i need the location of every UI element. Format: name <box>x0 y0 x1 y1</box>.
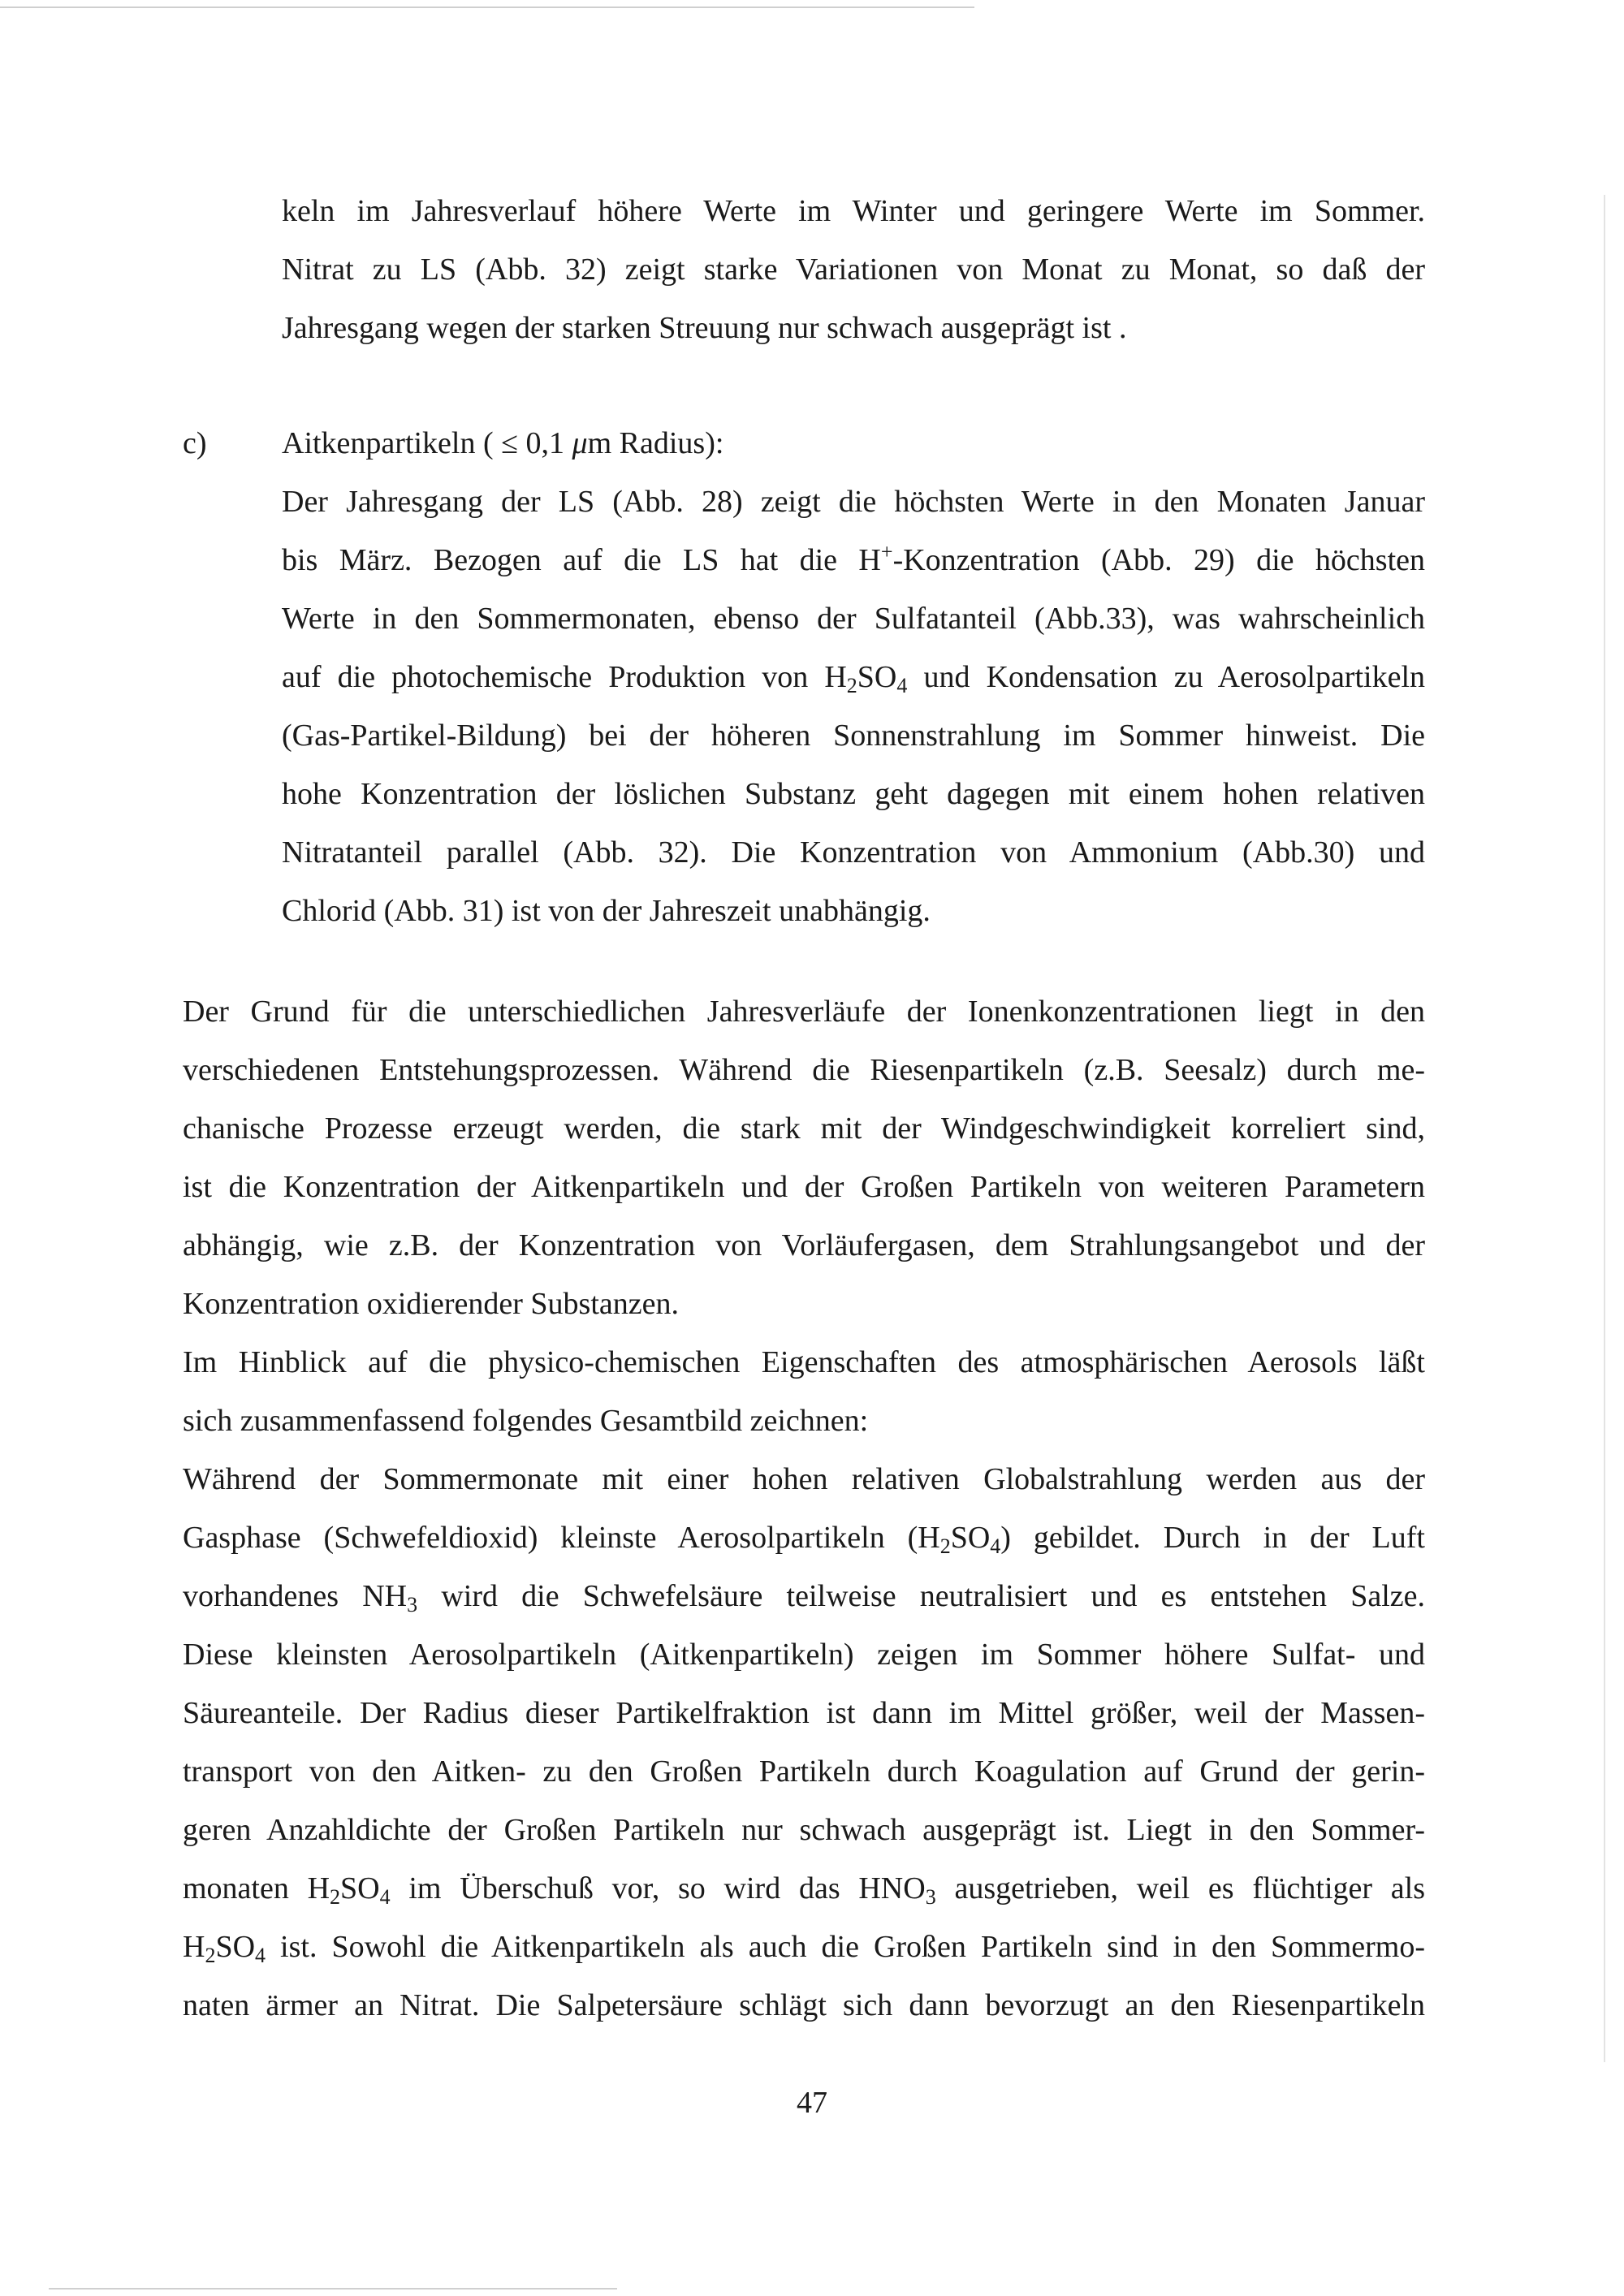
text-line: Chlorid (Abb. 31) ist von der Jahreszeit unabhängig. <box>282 894 931 928</box>
text-line: Jahresgang wegen der starken Streuung nur schwach ausgeprägt ist . <box>282 311 1127 345</box>
text-span: auf die photochemische Produktion von H <box>282 660 847 694</box>
text-line: (Gas-Partikel-Bildung) bei der höheren Sonnenstrahlung im Sommer hinweist. Die <box>282 719 1425 753</box>
text-span: ausgetrieben, weil es flüchtiger als <box>935 1871 1425 1905</box>
section-label: c) <box>183 426 207 460</box>
text-line: abhängig, wie z.B. der Konzentration von Vorläufergasen, dem Strahlungsangebot und der <box>183 1228 1425 1262</box>
text-line: Säureanteile. Der Radius dieser Partikelfraktion ist dann im Mittel größer, weil der Massen- <box>183 1696 1425 1730</box>
scan-artifact-top <box>0 6 974 8</box>
text-span: monaten H <box>183 1871 330 1905</box>
text-span: ) gebildet. Durch in der Luft <box>1000 1521 1425 1555</box>
heading-text: Aitkenpartikeln ( <box>282 426 502 460</box>
text-line: Werte in den Sommermonaten, ebenso der Sulfatanteil (Abb.33), was wahrscheinlich <box>282 602 1425 636</box>
text-line: Im Hinblick auf die physico-chemischen Eigenschaften des atmosphärischen Aerosols läßt <box>183 1345 1425 1379</box>
text-span: und Kondensation zu Aerosolpartikeln <box>907 660 1425 694</box>
text-span: -Konzentration (Abb. 29) die höchsten <box>892 543 1426 577</box>
text-line <box>282 531 1425 589</box>
text-line: Nitrat zu LS (Abb. 32) zeigt starke Variationen von Monat zu Monat, so daß der <box>282 252 1425 287</box>
text-line: chanische Prozesse erzeugt werden, die stark mit der Windgeschwindigkeit korreliert sind, <box>183 1111 1425 1146</box>
subscript: 4 <box>255 1944 266 1967</box>
text-line: sich zusammenfassend folgendes Gesamtbild zeichnen: <box>183 1404 869 1438</box>
subscript: 4 <box>990 1534 1001 1558</box>
text-line: verschiedenen Entstehungsprozessen. Während die Riesenpartikeln (z.B. Seesalz) durch me- <box>183 1053 1425 1087</box>
text-span: H <box>183 1930 205 1964</box>
heading-text: 0,1 <box>518 426 572 460</box>
subscript: 2 <box>205 1944 216 1967</box>
text-span: SO <box>950 1521 991 1555</box>
subscript: 3 <box>925 1885 936 1909</box>
text-line <box>282 648 1425 706</box>
text-span: im Überschuß vor, so wird das HNO <box>390 1871 926 1905</box>
text-line: Der Jahresgang der LS (Abb. 28) zeigt die höchsten Werte in den Monaten Januar <box>282 485 1425 519</box>
text-line: hohe Konzentration der löslichen Substanz geht dagegen mit einem hohen relativen <box>282 777 1425 811</box>
scan-artifact-right <box>1604 195 1605 2062</box>
text-span: wird die Schwefelsäure teilweise neutralisiert und es entstehen Salze. <box>417 1579 1425 1613</box>
subscript: 2 <box>330 1885 341 1909</box>
text-line: Nitratanteil parallel (Abb. 32). Die Konzentration von Ammonium (Abb.30) und <box>282 835 1425 870</box>
mu-symbol: μ <box>572 426 588 460</box>
scan-artifact-bottom <box>49 2288 617 2290</box>
text-line: Während der Sommermonate mit einer hohen relativen Globalstrahlung werden aus der <box>183 1462 1425 1496</box>
text-span: vorhandenes NH <box>183 1579 408 1613</box>
text-line: Konzentration oxidierender Substanzen. <box>183 1287 679 1321</box>
text-span: SO <box>215 1930 256 1964</box>
heading-text: m Radius): <box>587 426 724 460</box>
subscript: 4 <box>896 674 908 697</box>
less-equal-symbol: ≤ <box>501 426 518 460</box>
text-line: geren Anzahldichte der Großen Partikeln nur schwach ausgeprägt ist. Liegt in den Sommer- <box>183 1813 1425 1847</box>
text-line: keln im Jahresverlauf höhere Werte im Winter und geringere Werte im Sommer. <box>282 194 1425 228</box>
subscript: 2 <box>939 1534 951 1558</box>
text-span: SO <box>340 1871 380 1905</box>
section-c <box>282 414 1425 940</box>
text-line <box>183 1508 1425 1567</box>
text-line: ist die Konzentration der Aitkenpartikeln und der Großen Partikeln von weiteren Parametern <box>183 1170 1425 1204</box>
text-line <box>183 1859 1425 1918</box>
text-span: bis März. Bezogen auf die LS hat die H <box>282 543 881 577</box>
page-number: 47 <box>797 2086 827 2120</box>
text-line: naten ärmer an Nitrat. Die Salpetersäure schlägt sich dann bevorzugt an den Riesenpartikeln <box>183 1988 1425 2022</box>
text-line <box>183 1567 1425 1625</box>
text-span: ist. Sowohl die Aitkenpartikeln als auch die Großen Partikeln sind in den Sommermo- <box>266 1930 1425 1964</box>
text-line <box>183 1918 1425 1976</box>
subscript: 2 <box>846 674 857 697</box>
text-line: Der Grund für die unterschiedlichen Jahresverläufe der Ionenkonzentrationen liegt in den <box>183 995 1425 1029</box>
text-line: Diese kleinsten Aerosolpartikeln (Aitkenpartikeln) zeigen im Sommer höhere Sulfat- und <box>183 1638 1425 1672</box>
paragraph-top <box>282 182 1425 357</box>
text-line: transport von den Aitken- zu den Großen Partikeln durch Koagulation auf Grund der gerin- <box>183 1754 1425 1789</box>
section-heading <box>282 414 1425 473</box>
superscript: + <box>880 540 893 563</box>
paragraph-main <box>183 982 1425 2038</box>
text-span: SO <box>857 660 897 694</box>
subscript: 3 <box>407 1593 418 1616</box>
subscript: 4 <box>379 1885 391 1909</box>
text-span: Gasphase (Schwefeldioxid) kleinste Aerosolpartikeln (H <box>183 1521 940 1555</box>
